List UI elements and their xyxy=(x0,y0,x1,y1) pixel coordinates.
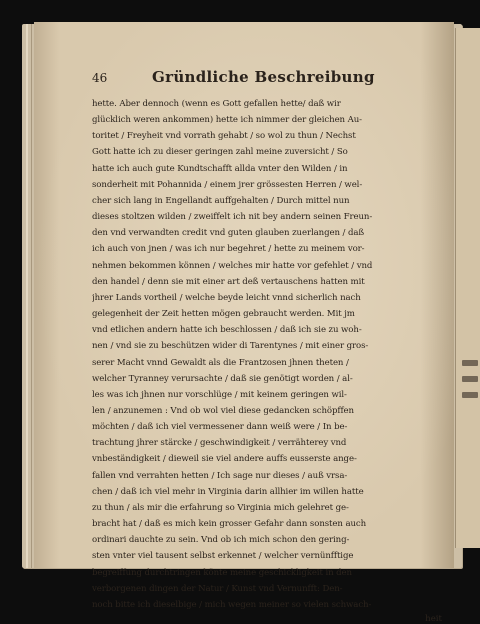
text-line: sten vnter viel tausent selbst erkennet / welcher vernünfftige xyxy=(92,551,354,562)
text-line: glücklich weren ankommen) hette ich nimmer der gleichen Au- xyxy=(92,115,362,126)
text-line: les was ich jhnen nur vorschlüge / mit keinem geringen wil- xyxy=(92,389,347,400)
text-line: cher sich lang in Engellandt auffgehalten / Durch mittel nun xyxy=(92,195,350,206)
page-header xyxy=(92,68,442,90)
text-line: trachtung jhrer stärcke / geschwindigkeit / verrähterey vnd xyxy=(92,438,347,449)
text-line: den vnd verwandten credit vnd guten glauben zuerlangen / daß xyxy=(92,228,365,239)
facing-page-edge xyxy=(455,28,480,548)
text-line: len / anzunemen : Vnd ob wol viel diese gedancken schöpffen xyxy=(92,405,354,416)
page-number: 46 xyxy=(92,71,108,85)
facing-page-margin-mark xyxy=(462,360,478,366)
text-line: serer Macht vnnd Gewaldt als die Frantzosen jhnen theten / xyxy=(92,357,349,368)
text-line: zu thun / als mir die erfahrung so Virginia mich gelehret ge- xyxy=(92,502,349,513)
text-line: jhrer Lands vortheil / welche beyde leicht vnnd sicherlich nach xyxy=(92,292,361,303)
text-line: vnbeständigkeit / dieweil sie viel andere auffs eusserste ange- xyxy=(92,454,357,465)
text-line: hatte ich auch gute Kundtschafft allda vnter den Wilden / in xyxy=(92,163,348,174)
printed-page xyxy=(34,22,454,624)
text-line: toritet / Freyheit vnd vorrath gehabt / so wol zu thun / Nechst xyxy=(92,131,356,142)
text-line: fallen vnd verrahten hetten / Ich sage nur dieses / auß vrsa- xyxy=(92,470,348,481)
text-line: möchten / daß ich viel vermessener dann weiß were / In be- xyxy=(92,422,348,433)
book-page-spread xyxy=(22,22,472,624)
text-line: nen / vnd sie zu beschützen wider di Tarentynes / mit einer gros- xyxy=(92,341,369,352)
page-content xyxy=(92,68,442,624)
text-line: ich auch von jnen / was ich nur begehret / hette zu meinem vor- xyxy=(92,244,365,255)
text-line: Gott hatte ich zu dieser geringen zahl meine zuversicht / So xyxy=(92,147,348,158)
text-line: nehmen bekommen können / welches mir hatte vor gefehlet / vnd xyxy=(92,260,373,271)
facing-page-margin-mark xyxy=(462,376,478,382)
text-line: vnd etlichen andern hatte ich beschlossen / daß ich sie zu woh- xyxy=(92,325,362,336)
running-head: Gründliche Beschreibung xyxy=(152,68,375,86)
text-line: den handel / denn sie mit einer art deß vertauschens hatten mit xyxy=(92,276,365,287)
text-line: begreiffung durchtringen könte meine geschickligkeit in den xyxy=(92,567,352,578)
text-line: noch bitte ich dieselbige / mich wegen meiner so vielen schwach- xyxy=(92,599,372,610)
text-line: chen / daß ich viel mehr in Virginia darin allhier im willen hatte xyxy=(92,486,364,497)
text-line: dieses stoltzen wilden / zweiffelt ich nit bey andern seinen Freun- xyxy=(92,212,373,223)
body-text xyxy=(92,96,442,613)
text-line: hette. Aber dennoch (wenn es Gott gefallen hette/ daß wir xyxy=(92,99,341,109)
text-line: bracht hat / daß es mich kein grosser Gefahr dann sonsten auch xyxy=(92,519,367,530)
text-line: gelegenheit der Zeit hetten mögen gebraucht werden. Mit jm xyxy=(92,309,355,320)
text-line: ordinari dauchte zu sein. Vnd ob ich mich schon den gering- xyxy=(92,535,350,546)
catchword: heit xyxy=(425,614,442,624)
text-line: verborgenen dingen der Natur / Kunst vnd Vernunfft: Den- xyxy=(92,583,343,594)
text-line: welcher Tyranney verursachte / daß sie genötigt worden / al- xyxy=(92,373,353,384)
text-line: sonderheit mit Pohannida / einem jrer grössesten Herren / wel- xyxy=(92,179,363,190)
facing-page-margin-mark xyxy=(462,392,478,398)
